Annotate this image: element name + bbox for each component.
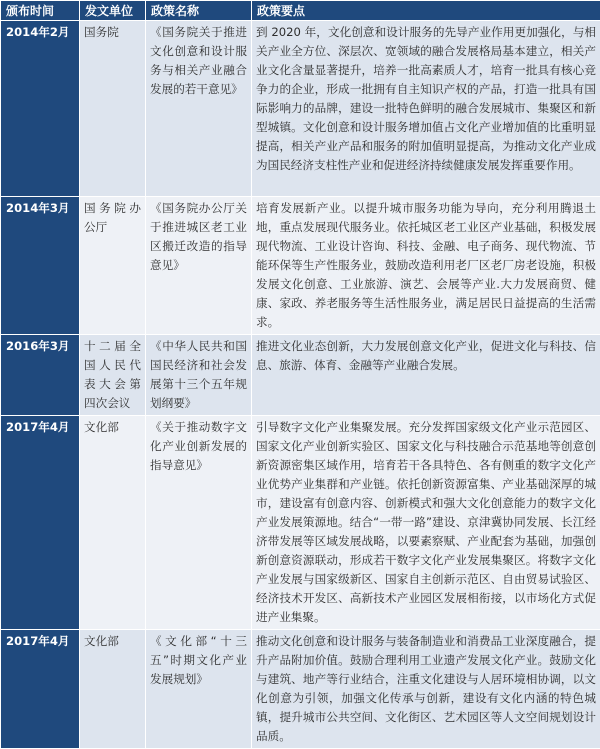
row-date: 2014年3月 <box>1 197 80 335</box>
row-points: 到 2020 年，文化创意和设计服务的先导产业作用更加强化，与相关产业全方位、深层次、宽领域的融合发展格局基本建立，相关产业文化含量显著提升，培养一批高素质人才，培育一批具有核心竞争力的企业，形成一批拥有自主知识产权的产品，打造一批具有国际影响力的品牌，建设一批特色鲜明的融合发展城市、集聚区和新型城镇。文化创意和设计服务增加值占文化产业增加值的比重明显提高，相关产业产品和服务的附加值明显提高，为推动文化产业成为国民经济支柱性产业和促进经济持续健康发展发挥重要作用。 <box>252 21 600 197</box>
row-policy-name: 《文化部“十三五”时期文化产业发展规划》 <box>146 630 252 749</box>
row-org: 文化部 <box>80 630 146 749</box>
header-org: 发文单位 <box>80 1 146 21</box>
row-org: 国务院 <box>80 21 146 197</box>
row-date: 2017年4月 <box>1 630 80 749</box>
row-policy-name: 《中华人民共和国国民经济和社会发展第十三个五年规划纲要》 <box>146 335 252 416</box>
row-points: 推进文化业态创新，大力发展创意文化产业，促进文化与科技、信息、旅游、体育、金融等产业融合发展。 <box>252 335 600 416</box>
table-row <box>1 335 600 416</box>
row-policy-name: 《国务院关于推进文化创意和设计服务与相关产业融合发展的若干意见》 <box>146 21 252 197</box>
header-date: 颁布时间 <box>1 1 80 21</box>
row-date: 2017年4月 <box>1 416 80 630</box>
row-policy-name: 《国务院办公厅关于推进城区老工业区搬迁改造的指导意见》 <box>146 197 252 335</box>
table-row <box>1 416 600 630</box>
header-points: 政策要点 <box>252 1 600 21</box>
row-points: 推动文化创意和设计服务与装备制造业和消费品工业深度融合，提升产品附加价值。鼓励合理利用工业遗产发展文化产业。鼓励文化与建筑、地产等行业结合，注重文化建设与人居环境相协调，以文化创意为引领，加强文化传承与创新，建设有文化内涵的特色城镇，提升城市公共空间、文化街区、艺术园区等人文空间规划设计品质。 <box>252 630 600 749</box>
row-org: 文化部 <box>80 416 146 630</box>
header-row <box>1 1 600 21</box>
row-date: 2016年3月 <box>1 335 80 416</box>
row-points: 培育发展新产业。以提升城市服务功能为导向，充分利用腾退土地，重点发展现代服务业。依托城区老工业区产业基础，积极发展现代物流、工业设计咨询、科技、金融、电子商务、现代物流、节能环保等生产性服务业，鼓励改造利用老厂区老厂房老设施，积极发展文化创意、工业旅游、演艺、会展等产业.大力发展商贸、健康、家政、养老服务等生活性服务业，满足居民日益提高的生活需求。 <box>252 197 600 335</box>
row-org: 十二届全国人民代表大会第四次会议 <box>80 335 146 416</box>
table-row <box>1 197 600 335</box>
row-org: 国务院办公厅 <box>80 197 146 335</box>
row-policy-name: 《关于推动数字文化产业创新发展的指导意见》 <box>146 416 252 630</box>
table-row <box>1 21 600 197</box>
header-name: 政策名称 <box>146 1 252 21</box>
table-row <box>1 630 600 749</box>
row-date: 2014年2月 <box>1 21 80 197</box>
row-points: 引导数字文化产业集聚发展。充分发挥国家级文化产业示范园区、国家文化产业创新实验区、国家文化与科技融合示范基地等创意创新资源密集区域作用，培育若干各具特色、各有侧重的数字文化产业优势产业集群和产业链。依托创新资源富集、产业基础深厚的城市，建设富有创意内容、创新模式和强大文化创意能力的数字文化产业发展策源地。结合“一带一路”建设、京津冀协同发展、长江经济带发展等区域发展战略，以要素察赋、产业配套为基础，加强创新创意资源联动，形成若干数字文化产业发展集聚区。将数字文化产业发展与国家级新区、国家自主创新示范区、自由贸易试验区、经济技术开发区、高新技术产业园区发展相衔接，以市场化方式促进产业集聚。 <box>252 416 600 630</box>
